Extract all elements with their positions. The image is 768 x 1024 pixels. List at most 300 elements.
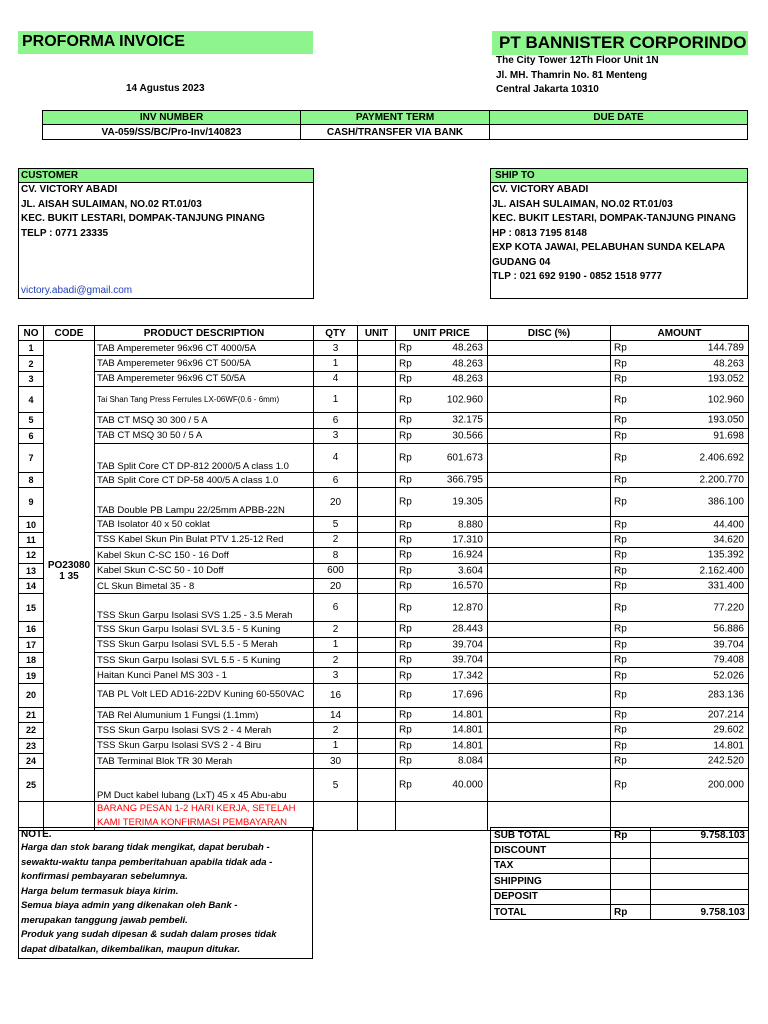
product-description: TAB CT MSQ 30 50 / 5 A bbox=[95, 428, 314, 443]
currency-label: Rp bbox=[614, 549, 627, 561]
qty-cell: 14 bbox=[314, 707, 358, 722]
currency-label: Rp bbox=[399, 724, 412, 736]
ship-to-label: SHIP TO bbox=[491, 169, 747, 183]
disc-cell bbox=[488, 578, 611, 593]
total-label: SHIPPING bbox=[491, 874, 611, 889]
amount-value: 102.960 bbox=[707, 394, 744, 406]
product-description: TSS Skun Garpu Isolasi SVL 3.5 - 5 Kuning bbox=[95, 622, 314, 637]
table-row bbox=[19, 683, 749, 707]
unit-price bbox=[396, 683, 488, 707]
table-row bbox=[19, 578, 749, 593]
product-description: TAB Amperemeter 96x96 CT 4000/5A bbox=[95, 341, 314, 356]
amount-value: 34.620 bbox=[713, 534, 744, 546]
ship-to-line: JL. AISAH SULAIMAN, NO.02 RT.01/03 bbox=[492, 198, 673, 210]
total-label: TOTAL bbox=[491, 904, 611, 919]
unit-price-value: 17.696 bbox=[452, 689, 483, 701]
ship-to-line: KEC. BUKIT LESTARI, DOMPAK-TANJUNG PINANG bbox=[492, 213, 736, 224]
disc-cell bbox=[488, 488, 611, 517]
currency-label: Rp bbox=[614, 670, 627, 682]
currency-label: Rp bbox=[614, 724, 627, 736]
table-row bbox=[19, 356, 749, 371]
unit-price bbox=[396, 563, 488, 578]
note-line: dapat dibatalkan, dikembalikan, maupun ditukar. bbox=[21, 943, 241, 955]
amount-value: 193.052 bbox=[707, 373, 744, 385]
qty-cell: 1 bbox=[314, 387, 358, 413]
unit-price bbox=[396, 754, 488, 769]
unit-cell bbox=[358, 413, 396, 428]
unit-price-value: 3.604 bbox=[457, 565, 483, 577]
row-number: 23 bbox=[19, 738, 44, 753]
amount-value: 193.050 bbox=[707, 414, 744, 426]
amount-value: 207.214 bbox=[707, 709, 744, 721]
table-row bbox=[19, 594, 749, 622]
table-row bbox=[19, 754, 749, 769]
unit-cell bbox=[358, 548, 396, 563]
currency-label: Rp bbox=[399, 414, 412, 426]
ship-to-line: CV. VICTORY ABADI bbox=[492, 184, 589, 195]
currency-label: Rp bbox=[614, 534, 627, 546]
row-number: 12 bbox=[19, 548, 44, 563]
unit-price-value: 39.704 bbox=[452, 654, 483, 666]
table-row bbox=[19, 428, 749, 443]
col-header: NO bbox=[19, 326, 44, 341]
currency-label: Rp bbox=[614, 779, 627, 791]
amount-value: 2.200.770 bbox=[699, 474, 744, 486]
unit-price-value: 16.570 bbox=[452, 580, 483, 592]
ship-to-line: TLP : 021 692 9190 - 0852 1518 9777 bbox=[492, 271, 662, 282]
total-label: DISCOUNT bbox=[491, 843, 611, 858]
disc-cell bbox=[488, 341, 611, 356]
amount-value: 91.698 bbox=[713, 430, 744, 442]
qty-cell: 1 bbox=[314, 637, 358, 652]
row-number: 4 bbox=[19, 387, 44, 413]
disc-cell bbox=[488, 532, 611, 547]
currency-label: Rp bbox=[399, 496, 412, 508]
currency-label: Rp bbox=[614, 474, 627, 486]
product-description: TAB CT MSQ 30 300 / 5 A bbox=[95, 413, 314, 428]
address-line: Central Jakarta 10310 bbox=[496, 84, 599, 95]
address-line: Jl. MH. Thamrin No. 81 Menteng bbox=[496, 69, 648, 81]
unit-price-value: 102.960 bbox=[446, 394, 483, 406]
total-currency: Rp bbox=[611, 828, 651, 843]
col-header: UNIT bbox=[358, 326, 396, 341]
currency-label: Rp bbox=[399, 779, 412, 791]
disc-cell bbox=[488, 769, 611, 802]
unit-price-value: 601.673 bbox=[446, 452, 483, 464]
product-description: TAB Split Core CT DP-58 400/5 A class 1.0 bbox=[95, 472, 314, 487]
unit-cell bbox=[358, 738, 396, 753]
unit-cell bbox=[358, 653, 396, 668]
table-row bbox=[19, 387, 749, 413]
table-row bbox=[19, 707, 749, 722]
table-row bbox=[19, 668, 749, 683]
currency-label: Rp bbox=[399, 534, 412, 546]
unit-price bbox=[396, 769, 488, 802]
customer-line: TELP : 0771 23335 bbox=[21, 227, 109, 239]
currency-label: Rp bbox=[399, 452, 412, 464]
unit-cell bbox=[358, 387, 396, 413]
currency-label: Rp bbox=[614, 602, 627, 614]
amount bbox=[611, 738, 749, 753]
table-row bbox=[19, 723, 749, 738]
product-description: Haitan Kunci Panel MS 303 - 1 bbox=[95, 668, 314, 683]
amount bbox=[611, 488, 749, 517]
qty-cell: 6 bbox=[314, 594, 358, 622]
currency-label: Rp bbox=[614, 496, 627, 508]
amount-value: 56.886 bbox=[713, 623, 744, 635]
table-row bbox=[19, 488, 749, 517]
product-description: TAB Rel Alumunium 1 Fungsi (1.1mm) bbox=[95, 707, 314, 722]
unit-price bbox=[396, 387, 488, 413]
customer-line: KEC. BUKIT LESTARI, DOMPAK-TANJUNG PINANG bbox=[21, 213, 265, 224]
table-row bbox=[19, 413, 749, 428]
currency-label: Rp bbox=[399, 654, 412, 666]
row-number: 13 bbox=[19, 563, 44, 578]
row-number: 14 bbox=[19, 578, 44, 593]
disc-cell bbox=[488, 754, 611, 769]
total-row bbox=[491, 889, 749, 904]
unit-cell bbox=[358, 472, 396, 487]
amount bbox=[611, 517, 749, 532]
qty-cell: 3 bbox=[314, 428, 358, 443]
currency-label: Rp bbox=[614, 755, 627, 767]
product-description: TSS Kabel Skun Pin Bulat PTV 1.25-12 Red bbox=[95, 532, 314, 547]
unit-price-value: 40.000 bbox=[452, 779, 483, 791]
unit-price bbox=[396, 723, 488, 738]
col-header: PRODUCT DESCRIPTION bbox=[95, 326, 314, 341]
amount bbox=[611, 769, 749, 802]
currency-label: Rp bbox=[399, 430, 412, 442]
unit-cell bbox=[358, 637, 396, 652]
invoice-date: 14 Agustus 2023 bbox=[126, 83, 205, 94]
note-line: sewaktu-waktu tanpa pemberitahuan apabila tidak ada - bbox=[21, 856, 273, 868]
empty-cell bbox=[358, 802, 396, 831]
unit-cell bbox=[358, 578, 396, 593]
currency-label: Rp bbox=[399, 474, 412, 486]
table-row bbox=[19, 563, 749, 578]
currency-label: Rp bbox=[614, 580, 627, 592]
amount bbox=[611, 653, 749, 668]
total-row bbox=[491, 858, 749, 873]
unit-price bbox=[396, 443, 488, 472]
unit-price-value: 17.342 bbox=[452, 670, 483, 682]
amount bbox=[611, 472, 749, 487]
unit-cell bbox=[358, 443, 396, 472]
customer-label: CUSTOMER bbox=[19, 169, 313, 183]
table-row bbox=[19, 653, 749, 668]
table-row bbox=[19, 738, 749, 753]
total-currency bbox=[611, 874, 651, 889]
unit-price bbox=[396, 517, 488, 532]
disc-cell bbox=[488, 548, 611, 563]
qty-cell: 3 bbox=[314, 341, 358, 356]
product-description: TAB Isolator 40 x 50 coklat bbox=[95, 517, 314, 532]
amount bbox=[611, 594, 749, 622]
amount bbox=[611, 387, 749, 413]
amount bbox=[611, 532, 749, 547]
currency-label: Rp bbox=[614, 414, 627, 426]
note-line: merupakan tanggung jawab pembeli. bbox=[21, 914, 188, 926]
unit-cell bbox=[358, 563, 396, 578]
customer-box bbox=[18, 168, 314, 299]
qty-cell: 2 bbox=[314, 723, 358, 738]
col-header: DISC (%) bbox=[488, 326, 611, 341]
unit-price bbox=[396, 356, 488, 371]
unit-price-value: 14.801 bbox=[452, 740, 483, 752]
col-header: QTY bbox=[314, 326, 358, 341]
product-description: TSS Skun Garpu Isolasi SVL 5.5 - 5 Merah bbox=[95, 637, 314, 652]
unit-cell bbox=[358, 594, 396, 622]
amount bbox=[611, 371, 749, 386]
currency-label: Rp bbox=[614, 519, 627, 531]
totals-table bbox=[490, 827, 749, 920]
unit-price-value: 48.263 bbox=[452, 342, 483, 354]
unit-price-value: 14.801 bbox=[452, 724, 483, 736]
unit-price-value: 16.924 bbox=[452, 549, 483, 561]
unit-price-value: 8.084 bbox=[457, 755, 483, 767]
disc-cell bbox=[488, 594, 611, 622]
qty-cell: 16 bbox=[314, 683, 358, 707]
amount bbox=[611, 356, 749, 371]
unit-price-value: 28.443 bbox=[452, 623, 483, 635]
currency-label: Rp bbox=[399, 358, 412, 370]
currency-label: Rp bbox=[399, 670, 412, 682]
qty-cell: 5 bbox=[314, 517, 358, 532]
currency-label: Rp bbox=[614, 358, 627, 370]
unit-price bbox=[396, 341, 488, 356]
row-number: 21 bbox=[19, 707, 44, 722]
table-row bbox=[19, 637, 749, 652]
qty-cell: 8 bbox=[314, 548, 358, 563]
product-description: Tai Shan Tang Press Ferrules LX-06WF(0.6 - 6mm) bbox=[95, 387, 314, 413]
disc-cell bbox=[488, 356, 611, 371]
row-number: 2 bbox=[19, 356, 44, 371]
product-description: TSS Skun Garpu Isolasi SVL 5.5 - 5 Kuning bbox=[95, 653, 314, 668]
qty-cell: 30 bbox=[314, 754, 358, 769]
unit-price bbox=[396, 548, 488, 563]
currency-label: Rp bbox=[614, 740, 627, 752]
currency-label: Rp bbox=[614, 452, 627, 464]
total-currency: Rp bbox=[611, 904, 651, 919]
qty-cell: 4 bbox=[314, 443, 358, 472]
disc-cell bbox=[488, 707, 611, 722]
unit-price bbox=[396, 594, 488, 622]
total-value bbox=[651, 843, 749, 858]
disc-cell bbox=[488, 738, 611, 753]
unit-cell bbox=[358, 668, 396, 683]
unit-price-value: 48.263 bbox=[452, 358, 483, 370]
total-row bbox=[491, 904, 749, 919]
qty-cell: 20 bbox=[314, 488, 358, 517]
product-description: TAB Double PB Lampu 22/25mm APBB-22N bbox=[95, 488, 314, 517]
unit-price-value: 366.795 bbox=[446, 474, 483, 486]
product-description: TAB Amperemeter 96x96 CT 50/5A bbox=[95, 371, 314, 386]
company-name: PT BANNISTER CORPORINDO bbox=[492, 31, 748, 55]
product-description: Kabel Skun C-SC 50 - 10 Doff bbox=[95, 563, 314, 578]
unit-price bbox=[396, 668, 488, 683]
amount-value: 283.136 bbox=[707, 689, 744, 701]
currency-label: Rp bbox=[399, 394, 412, 406]
qty-cell: 4 bbox=[314, 371, 358, 386]
currency-label: Rp bbox=[614, 394, 627, 406]
currency-label: Rp bbox=[614, 623, 627, 635]
table-row bbox=[19, 769, 749, 802]
currency-label: Rp bbox=[614, 639, 627, 651]
row-number: 16 bbox=[19, 622, 44, 637]
total-value bbox=[651, 858, 749, 873]
row-number: 15 bbox=[19, 594, 44, 622]
table-row bbox=[19, 622, 749, 637]
table-row bbox=[19, 341, 749, 356]
unit-price bbox=[396, 428, 488, 443]
payment-term-header: PAYMENT TERM bbox=[301, 111, 490, 125]
amount-value: 39.704 bbox=[713, 639, 744, 651]
unit-price bbox=[396, 578, 488, 593]
amount-value: 48.263 bbox=[713, 358, 744, 370]
currency-label: Rp bbox=[614, 565, 627, 577]
row-number: 22 bbox=[19, 723, 44, 738]
qty-cell: 2 bbox=[314, 653, 358, 668]
row-number: 20 bbox=[19, 683, 44, 707]
amount bbox=[611, 578, 749, 593]
currency-label: Rp bbox=[399, 342, 412, 354]
row-number: 6 bbox=[19, 428, 44, 443]
row-number: 24 bbox=[19, 754, 44, 769]
amount-value: 79.408 bbox=[713, 654, 744, 666]
disc-cell bbox=[488, 472, 611, 487]
unit-cell bbox=[358, 488, 396, 517]
disc-cell bbox=[488, 563, 611, 578]
disc-cell bbox=[488, 668, 611, 683]
unit-price bbox=[396, 488, 488, 517]
amount-value: 242.520 bbox=[707, 755, 744, 767]
currency-label: Rp bbox=[614, 373, 627, 385]
amount bbox=[611, 754, 749, 769]
amount-value: 200.000 bbox=[707, 779, 744, 791]
amount bbox=[611, 428, 749, 443]
unit-price-value: 30.566 bbox=[452, 430, 483, 442]
unit-price-value: 8.880 bbox=[457, 519, 483, 531]
qty-cell: 1 bbox=[314, 738, 358, 753]
unit-price-value: 17.310 bbox=[452, 534, 483, 546]
unit-price-value: 32.175 bbox=[452, 414, 483, 426]
table-row bbox=[19, 532, 749, 547]
table-row bbox=[19, 371, 749, 386]
code-cell: PO230801 35 bbox=[44, 341, 95, 802]
product-description: TSS Skun Garpu Isolasi SVS 2 - 4 Biru bbox=[95, 738, 314, 753]
currency-label: Rp bbox=[399, 549, 412, 561]
currency-label: Rp bbox=[614, 430, 627, 442]
amount-value: 144.789 bbox=[707, 342, 744, 354]
total-value: 9.758.103 bbox=[651, 904, 749, 919]
customer-email[interactable]: victory.abadi@gmail.com bbox=[21, 285, 133, 296]
row-number: 7 bbox=[19, 443, 44, 472]
total-value: 9.758.103 bbox=[651, 828, 749, 843]
amount bbox=[611, 637, 749, 652]
customer-line: CV. VICTORY ABADI bbox=[21, 184, 118, 195]
disc-cell bbox=[488, 443, 611, 472]
items-table bbox=[18, 325, 749, 831]
empty-cell bbox=[314, 802, 358, 831]
unit-price-value: 14.801 bbox=[452, 709, 483, 721]
qty-cell: 2 bbox=[314, 532, 358, 547]
currency-label: Rp bbox=[399, 689, 412, 701]
amount bbox=[611, 413, 749, 428]
unit-cell bbox=[358, 707, 396, 722]
unit-cell bbox=[358, 341, 396, 356]
amount-value: 52.026 bbox=[713, 670, 744, 682]
amount-value: 331.400 bbox=[707, 580, 744, 592]
unit-cell bbox=[358, 723, 396, 738]
row-number: 10 bbox=[19, 517, 44, 532]
row-number: 19 bbox=[19, 668, 44, 683]
ship-to-box bbox=[490, 168, 748, 299]
total-currency bbox=[611, 889, 651, 904]
disc-cell bbox=[488, 723, 611, 738]
currency-label: Rp bbox=[399, 623, 412, 635]
amount-value: 77.220 bbox=[713, 602, 744, 614]
unit-cell bbox=[358, 428, 396, 443]
product-description: PM Duct kabel lubang (LxT) 45 x 45 Abu-abu bbox=[95, 769, 314, 802]
unit-price bbox=[396, 371, 488, 386]
qty-cell: 3 bbox=[314, 668, 358, 683]
unit-cell bbox=[358, 371, 396, 386]
product-description: CL Skun Bimetal 35 - 8 bbox=[95, 578, 314, 593]
payment-term-value: CASH/TRANSFER VIA BANK bbox=[301, 125, 490, 140]
total-currency bbox=[611, 858, 651, 873]
product-description: TSS Skun Garpu Isolasi SVS 2 - 4 Merah bbox=[95, 723, 314, 738]
disc-cell bbox=[488, 371, 611, 386]
note-line: Harga dan stok barang tidak mengikat, dapat berubah - bbox=[21, 842, 270, 853]
disc-cell bbox=[488, 683, 611, 707]
inv-number-header: INV NUMBER bbox=[43, 111, 301, 125]
row-number: 17 bbox=[19, 637, 44, 652]
empty-cell bbox=[396, 802, 488, 831]
note-line: konfirmasi pembayaran sebelumnya. bbox=[21, 871, 188, 882]
ship-to-line: EXP KOTA JAWAI, PELABUHAN SUNDA KELAPA bbox=[492, 242, 726, 253]
currency-label: Rp bbox=[399, 602, 412, 614]
currency-label: Rp bbox=[614, 689, 627, 701]
unit-cell bbox=[358, 769, 396, 802]
currency-label: Rp bbox=[399, 519, 412, 531]
note-box bbox=[18, 827, 313, 959]
disc-cell bbox=[488, 428, 611, 443]
amount bbox=[611, 707, 749, 722]
total-label: DEPOSIT bbox=[491, 889, 611, 904]
note-line: Semua biaya admin yang dikenakan oleh Bank - bbox=[21, 900, 238, 911]
due-date-header: DUE DATE bbox=[490, 111, 748, 125]
unit-price bbox=[396, 472, 488, 487]
disc-cell bbox=[488, 517, 611, 532]
unit-cell bbox=[358, 622, 396, 637]
customer-line: JL. AISAH SULAIMAN, NO.02 RT.01/03 bbox=[21, 198, 202, 210]
amount-value: 135.392 bbox=[707, 549, 744, 561]
total-row bbox=[491, 874, 749, 889]
qty-cell: 20 bbox=[314, 578, 358, 593]
currency-label: Rp bbox=[399, 580, 412, 592]
ship-to-line: HP : 0813 7195 8148 bbox=[492, 227, 587, 239]
table-row bbox=[19, 548, 749, 563]
ship-to-line: GUDANG 04 bbox=[492, 256, 551, 268]
unit-price-value: 12.870 bbox=[452, 602, 483, 614]
currency-label: Rp bbox=[614, 654, 627, 666]
currency-label: Rp bbox=[399, 565, 412, 577]
total-label: TAX bbox=[491, 858, 611, 873]
qty-cell: 1 bbox=[314, 356, 358, 371]
unit-cell bbox=[358, 356, 396, 371]
disc-cell bbox=[488, 637, 611, 652]
note-title: NOTE. bbox=[21, 829, 52, 840]
